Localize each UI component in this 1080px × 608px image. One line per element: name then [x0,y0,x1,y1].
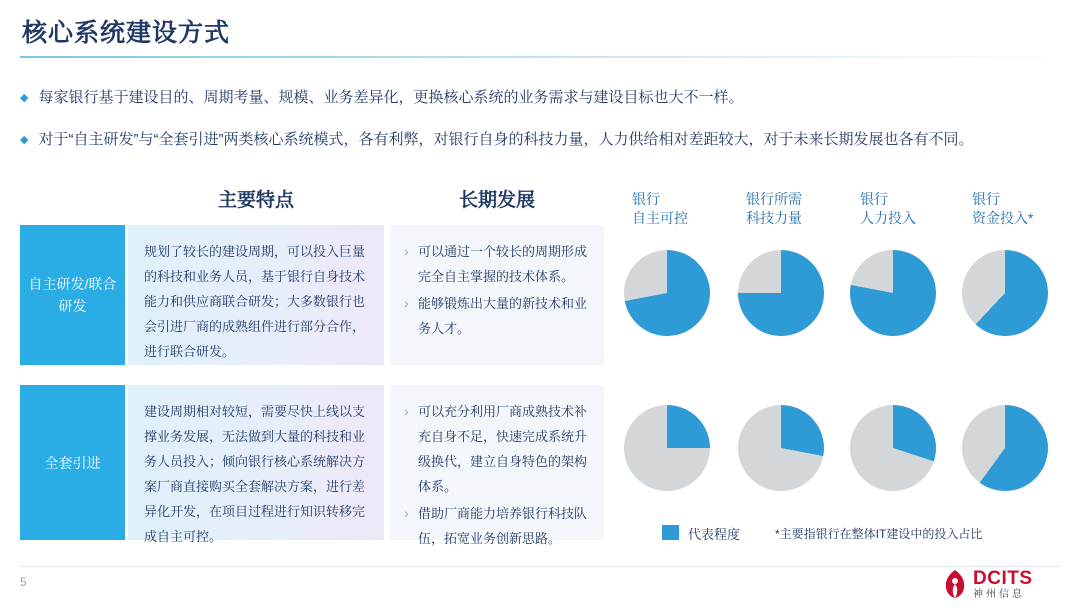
logo-text [973,569,1033,600]
slide-title-bar [0,0,1080,62]
pie-column-header-3: 银行 资金投入* [972,191,1034,226]
bullet-item-0 [20,88,1060,108]
pie-chart-row1-col2 [850,405,936,491]
legend-swatch [662,525,679,540]
pie-chart-row0-col0 [624,250,710,336]
pie-chart-row1-col3 [962,405,1048,491]
row-label-full-import: 全套引进 [20,385,125,540]
bullet-item-1 [20,130,1060,150]
pie-chart-row1-col1 [738,405,824,491]
company-logo [942,566,1060,602]
diamond-bullet-icon: ◆ [20,134,29,146]
pie-chart-row0-col1 [738,250,824,336]
logo-cn: 神州信息 [973,588,1025,600]
pie-chart-row0-col3 [962,250,1048,336]
footer-divider [20,566,1060,567]
title-divider [20,56,1060,58]
longterm-list-row0 [402,239,592,341]
cell-longterm-row0 [390,225,604,365]
pie-column-header-2: 银行 人力投入 [860,191,916,226]
chart-footnote: *主要指银行在整体IT建设中的投入占比 [775,527,983,541]
page-title: 核心系统建设方式 [22,19,231,47]
column-header-features: 主要特点 [217,190,294,211]
list-item: › 可以充分利用厂商成熟技术补充自身不足，快速完成系统升级换代，建立自身特色的架构体系。 [402,399,592,499]
dcits-logo-icon [942,569,968,599]
list-item: › 借助厂商能力培养银行科技队伍，拓宽业务创新思路。 [402,501,592,551]
pie-column-header-0: 银行 自主可控 [632,191,688,226]
pie-chart-row1-col0 [624,405,710,491]
longterm-list-row1 [402,399,592,551]
list-item: › 可以通过一个较长的周期形成完全自主掌握的技术体系。 [402,239,592,289]
cell-longterm-row1 [390,385,604,546]
diamond-bullet-icon: ◆ [20,92,29,104]
bullet-text-1: 对于“自主研发”与“全套引进”两类核心系统模式，各有利弊，对银行自身的科技力量，人力供给相对差距较大，对于未来长期发展也各有不同。 [38,131,974,148]
list-item: › 能够锻炼出大量的新技术和业务人才。 [402,291,592,341]
cell-features-row1: 建设周期相对较短，需要尽快上线以支撑业务发展，无法做到大量的科技和业务人员投入；倾向银行核心系统解决方案厂商直接购买全套解决方案，进行差异化开发，在项目过程进行知识转移完成自主可控。 [128,385,384,540]
logo-en: DCITS [973,567,1033,589]
page-number: 5 [20,575,27,589]
pie-column-header-1: 银行所需 科技力量 [746,191,802,226]
legend-label: 代表程度 [688,527,741,542]
row-label-self-developed: 自主研发/联合研发 [20,225,125,365]
bullet-text-0: 每家银行基于建设目的、周期考量、规模、业务差异化，更换核心系统的业务需求与建设目标也大不一样。 [38,89,744,106]
cell-features-row0: 规划了较长的建设周期，可以投入巨量的科技和业务人员，基于银行自身技术能力和供应商联合研发；大多数银行也会引进厂商的成熟组件进行部分合作，进行联合研发。 [128,225,384,365]
column-header-longterm: 长期发展 [458,190,535,211]
pie-chart-row0-col2 [850,250,936,336]
